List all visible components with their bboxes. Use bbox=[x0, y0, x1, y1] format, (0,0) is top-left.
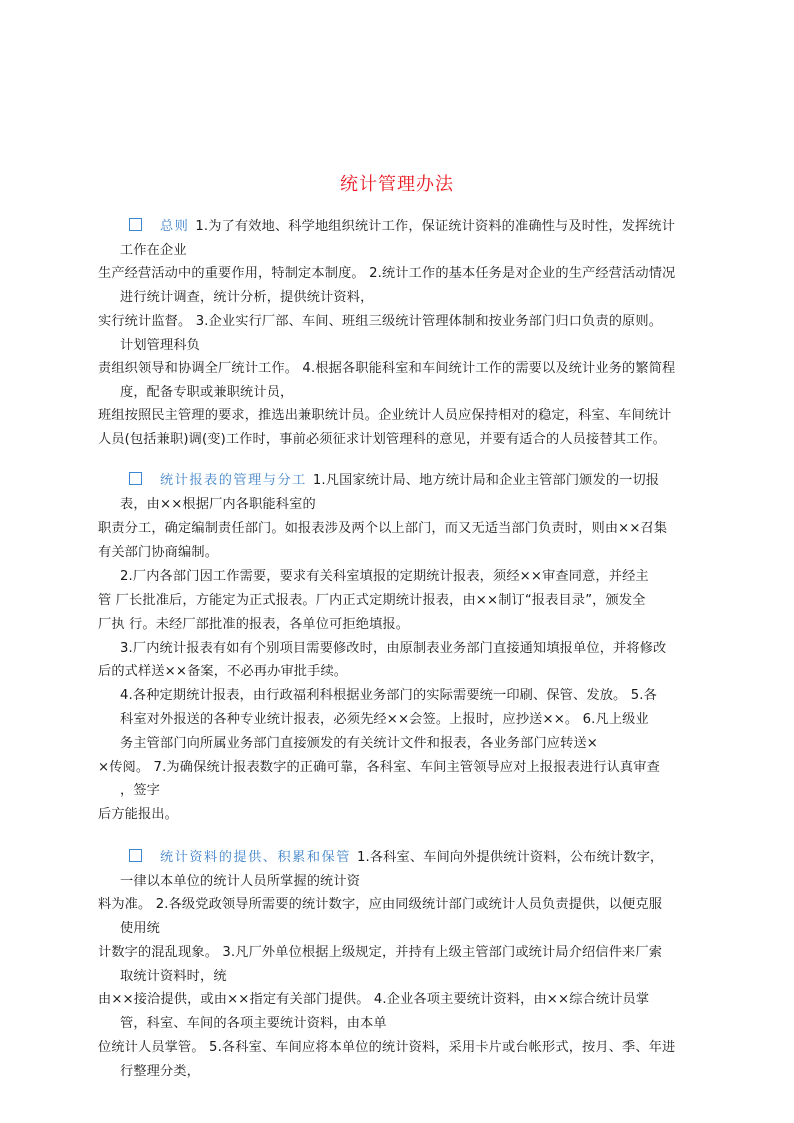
section-heading: 总则 bbox=[160, 219, 190, 234]
paragraph-text: 1.各科室、车间向外提供统计资料，公布统计数字， bbox=[356, 850, 664, 865]
text-line: 3.厂内统计报表有如有个别项目需要修改时，由原制表业务部门直接通知填报单位，并将修改 bbox=[120, 641, 667, 656]
checkbox-icon bbox=[129, 218, 142, 231]
text-line: 位统计人员掌管。 5.各科室、车间应将本单位的统计资料，采用卡片或台帐形式，按月、季、年进 bbox=[98, 1040, 676, 1055]
text-line: 计数字的混乱现象。 3.凡厂外单位根据上级规定，并持有上级主管部门或统计局介绍信件来厂索 bbox=[98, 945, 663, 960]
text-line: 职责分工，确定编制责任部门。如报表涉及两个以上部门，而又无适当部门负责时，则由××召集 bbox=[98, 521, 668, 536]
text-line: 有关部门协商编制。 bbox=[98, 545, 219, 560]
text-line: 由××接洽提供，或由××指定有关部门提供。 4.企业各项主要统计资料，由××综合统计员掌 bbox=[98, 992, 650, 1007]
text-line: 进行统计调查，统计分析，提供统计资料， bbox=[120, 290, 374, 305]
text-line: ×传阅。 7.为确保统计报表数字的正确可靠，各科室、车间主管领导应对上报报表进行认真审查 bbox=[98, 760, 660, 775]
text-line: 实行统计监督。 3.企业实行厂部、车间、班组三级统计管理体制和按业务部门归口负责的原则。 bbox=[98, 314, 663, 329]
text-line: 管，科室、车间的各项主要统计资料，由本单 bbox=[120, 1016, 387, 1031]
text-line: 行整理分类， bbox=[120, 1064, 201, 1079]
text-line: 使用统 bbox=[120, 921, 161, 936]
section-heading-line bbox=[129, 471, 659, 491]
text-line: 班组按照民主管理的要求，推选出兼职统计员。企业统计人员应保持相对的稳定，科室、车间统计 bbox=[98, 408, 672, 423]
text-line: 料为准。 2.各级党政领导所需要的统计数字，应由同级统计部门或统计人员负责提供，以便克服 bbox=[98, 897, 663, 912]
text-line: ，签字 bbox=[120, 783, 161, 798]
text-line: 管 厂长批准后，方能定为正式报表。厂内正式定期统计报表，由××制订“报表目录”，颁发全 bbox=[98, 593, 646, 608]
section-heading-line bbox=[129, 848, 663, 868]
section-heading-line bbox=[129, 217, 675, 237]
text-line: 计划管理科负 bbox=[120, 338, 201, 353]
paragraph-text: 1.为了有效地、科学地组织统计工作，保证统计资料的准确性与及时性，发挥统计 bbox=[195, 219, 676, 234]
text-line: 一律以本单位的统计人员所掌握的统计资 bbox=[120, 874, 361, 889]
text-line: 工作在企业 bbox=[120, 243, 187, 258]
text-line: 厂执 行。未经厂部批准的报表，各单位可拒绝填报。 bbox=[98, 617, 410, 632]
section-heading: 统计资料的提供、积累和保管 bbox=[160, 850, 351, 865]
text-line: 人员(包括兼职)调(变)工作时，事前必须征求计划管理科的意见，并要有适合的人员接替其工作。 bbox=[98, 432, 667, 447]
text-line: 后方能报出。 bbox=[98, 807, 179, 822]
text-line: 务主管部门向所属业务部门直接颁发的有关统计文件和报表，各业务部门应转送× bbox=[120, 736, 599, 751]
paragraph-text: 1.凡国家统计局、地方统计局和企业主管部门颁发的一切报 bbox=[312, 473, 660, 488]
text-line: 2.厂内各部门因工作需要，要求有关科室填报的定期统计报表，须经××审查同意，并经主 bbox=[120, 569, 649, 584]
checkbox-icon bbox=[129, 849, 142, 862]
text-line: 后的式样送××备案，不必再办审批手续。 bbox=[98, 664, 348, 679]
text-line: 责组织领导和协调全厂统计工作。 4.根据各职能科室和车间统计工作的需要以及统计业务的繁简程 bbox=[98, 361, 676, 376]
text-line: 表，由××根据厂内各职能科室的 bbox=[120, 497, 316, 512]
text-line: 生产经营活动中的重要作用，特制定本制度。 2.统计工作的基本任务是对企业的生产经营活动情况 bbox=[98, 266, 676, 281]
text-line: 4.各种定期统计报表，由行政福利科根据业务部门的实际需要统一印刷、保管、发放。 5.各 bbox=[120, 688, 657, 703]
section-heading: 统计报表的管理与分工 bbox=[160, 473, 307, 488]
checkbox-icon bbox=[129, 472, 142, 485]
document-title: 统计管理办法 bbox=[340, 174, 454, 195]
text-line: 取统计资料时，统 bbox=[120, 969, 227, 984]
text-line: 科室对外报送的各种专业统计报表，必须先经××会签。上报时，应抄送××。 6.凡上级业 bbox=[120, 712, 649, 727]
text-line: 度，配备专职或兼职统计员， bbox=[120, 385, 294, 400]
